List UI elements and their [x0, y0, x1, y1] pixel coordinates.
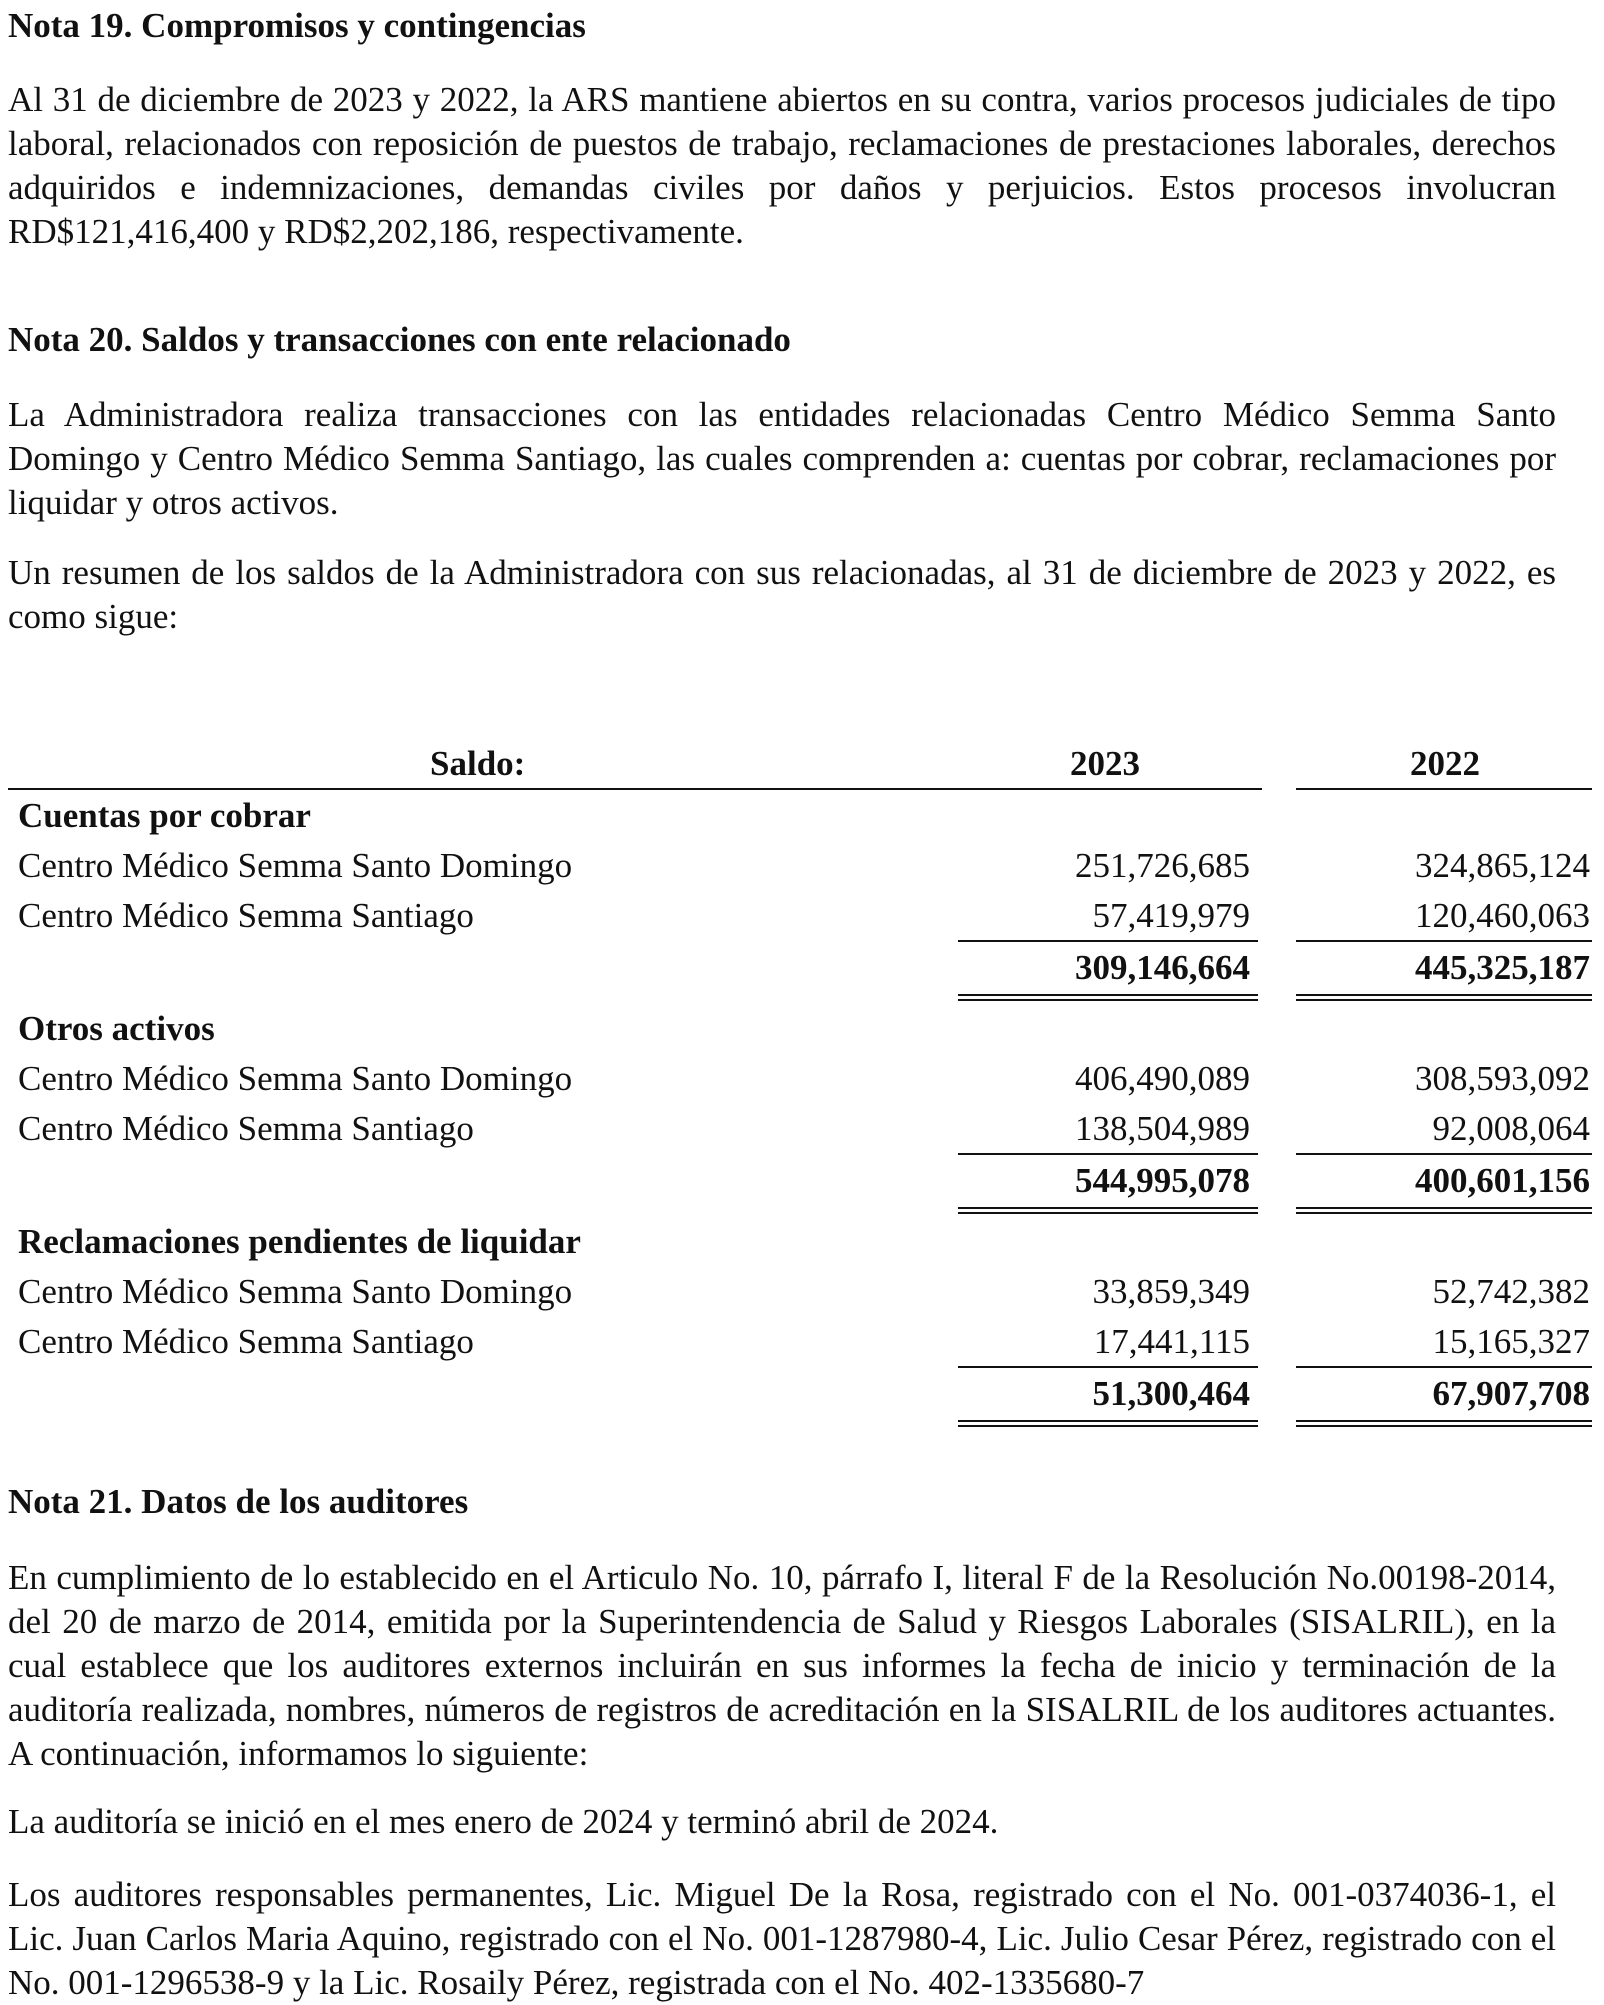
- nota21-paragraph-3: Los auditores responsables permanentes, Lic. Miguel De la Rosa, registrado con el No. 001-0374036-1, el Lic. Juan Carlos Maria Aquino, registrado con el No. 001-1287980-4, Lic. Julio Cesar Pérez, registrado con el No. 001-1296538-9 y la Lic. Rosaily Pérez, registrada con el No. 402-1335680-7: [8, 1875, 1556, 2002]
- table-cell-2022: 15,165,327: [1432, 1322, 1590, 1361]
- header-rule-right: [1296, 788, 1592, 790]
- section-title-cuentas-por-cobrar: Cuentas por cobrar: [18, 796, 311, 835]
- table-header-2022: 2022: [1410, 744, 1480, 783]
- nota19-body: Al 31 de diciembre de 2023 y 2022, la ARS mantiene abiertos en su contra, varios procesos judiciales de tipo laboral, relacionados con reposición de puestos de trabajo, reclamaciones de prestaciones laborales, derechos adquiridos e indemnizaciones, demandas civiles por daños y perjuicios. Estos procesos involucran RD$121,416,400 y RD$2,202,186, respectivamente.: [8, 80, 1556, 251]
- table-row-label: Centro Médico Semma Santo Domingo: [18, 846, 573, 885]
- table-cell-2022: 92,008,064: [1432, 1109, 1590, 1148]
- table-total-2023: 544,995,078: [1075, 1161, 1250, 1200]
- total-double-rule: [1296, 1420, 1592, 1427]
- table-cell-2022: 120,460,063: [1415, 896, 1590, 935]
- table-cell-2023: 406,490,089: [1075, 1059, 1250, 1098]
- subtotal-rule: [958, 1153, 1258, 1155]
- table-cell-2022: 52,742,382: [1432, 1272, 1590, 1311]
- table-cell-2023: 251,726,685: [1075, 846, 1250, 885]
- table-header-label: Saldo:: [430, 744, 526, 783]
- table-row-label: Centro Médico Semma Santo Domingo: [18, 1059, 573, 1098]
- table-cell-2023: 57,419,979: [1092, 896, 1250, 935]
- total-double-rule: [1296, 1207, 1592, 1214]
- nota19-title: Nota 19. Compromisos y contingencias: [8, 6, 586, 45]
- subtotal-rule: [1296, 1366, 1592, 1368]
- nota21-paragraph-2: La auditoría se inició en el mes enero de 2024 y terminó abril de 2024.: [8, 1802, 999, 1841]
- total-double-rule: [958, 994, 1258, 1001]
- nota21-title: Nota 21. Datos de los auditores: [8, 1482, 469, 1521]
- table-row-label: Centro Médico Semma Santiago: [18, 896, 474, 935]
- table-total-2022: 400,601,156: [1415, 1161, 1590, 1200]
- subtotal-rule: [958, 1366, 1258, 1368]
- table-cell-2023: 33,859,349: [1092, 1272, 1250, 1311]
- table-header-2023: 2023: [1070, 744, 1140, 783]
- section-title-reclamaciones: Reclamaciones pendientes de liquidar: [18, 1222, 581, 1261]
- subtotal-rule: [958, 940, 1258, 942]
- table-total-2023: 309,146,664: [1075, 948, 1250, 987]
- table-cell-2023: 17,441,115: [1093, 1322, 1250, 1361]
- table-row-label: Centro Médico Semma Santiago: [18, 1322, 474, 1361]
- table-cell-2023: 138,504,989: [1075, 1109, 1250, 1148]
- table-cell-2022: 308,593,092: [1415, 1059, 1590, 1098]
- nota21-paragraph-1: En cumplimiento de lo establecido en el Articulo No. 10, párrafo I, literal F de la Resolución No.00198-2014, del 20 de marzo de 2014, emitida por la Superintendencia de Salud y Riesgos Laborales (SISALRIL), en la cual establece que los auditores externos incluirán en sus informes la fecha de inicio y terminación de la auditoría realizada, nombres, números de registros de acreditación en la SISALRIL de los auditores actuantes. A continuación, informamos lo siguiente:: [8, 1558, 1556, 1773]
- total-double-rule: [1296, 994, 1592, 1001]
- table-total-2023: 51,300,464: [1092, 1374, 1250, 1413]
- table-cell-2022: 324,865,124: [1415, 846, 1590, 885]
- header-rule-left: [8, 788, 1262, 790]
- table-total-2022: 445,325,187: [1415, 948, 1590, 987]
- section-title-otros-activos: Otros activos: [18, 1009, 215, 1048]
- table-row-label: Centro Médico Semma Santiago: [18, 1109, 474, 1148]
- total-double-rule: [958, 1420, 1258, 1427]
- table-row-label: Centro Médico Semma Santo Domingo: [18, 1272, 573, 1311]
- table-total-2022: 67,907,708: [1432, 1374, 1590, 1413]
- nota20-paragraph-2: Un resumen de los saldos de la Administradora con sus relacionadas, al 31 de diciembre de 2023 y 2022, es como sigue:: [8, 553, 1556, 636]
- subtotal-rule: [1296, 940, 1592, 942]
- nota20-paragraph-1: La Administradora realiza transacciones con las entidades relacionadas Centro Médico Semma Santo Domingo y Centro Médico Semma Santiago, las cuales comprenden a: cuentas por cobrar, reclamaciones por liquidar y otros activos.: [8, 395, 1556, 522]
- subtotal-rule: [1296, 1153, 1592, 1155]
- nota20-title: Nota 20. Saldos y transacciones con ente relacionado: [8, 320, 791, 359]
- total-double-rule: [958, 1207, 1258, 1214]
